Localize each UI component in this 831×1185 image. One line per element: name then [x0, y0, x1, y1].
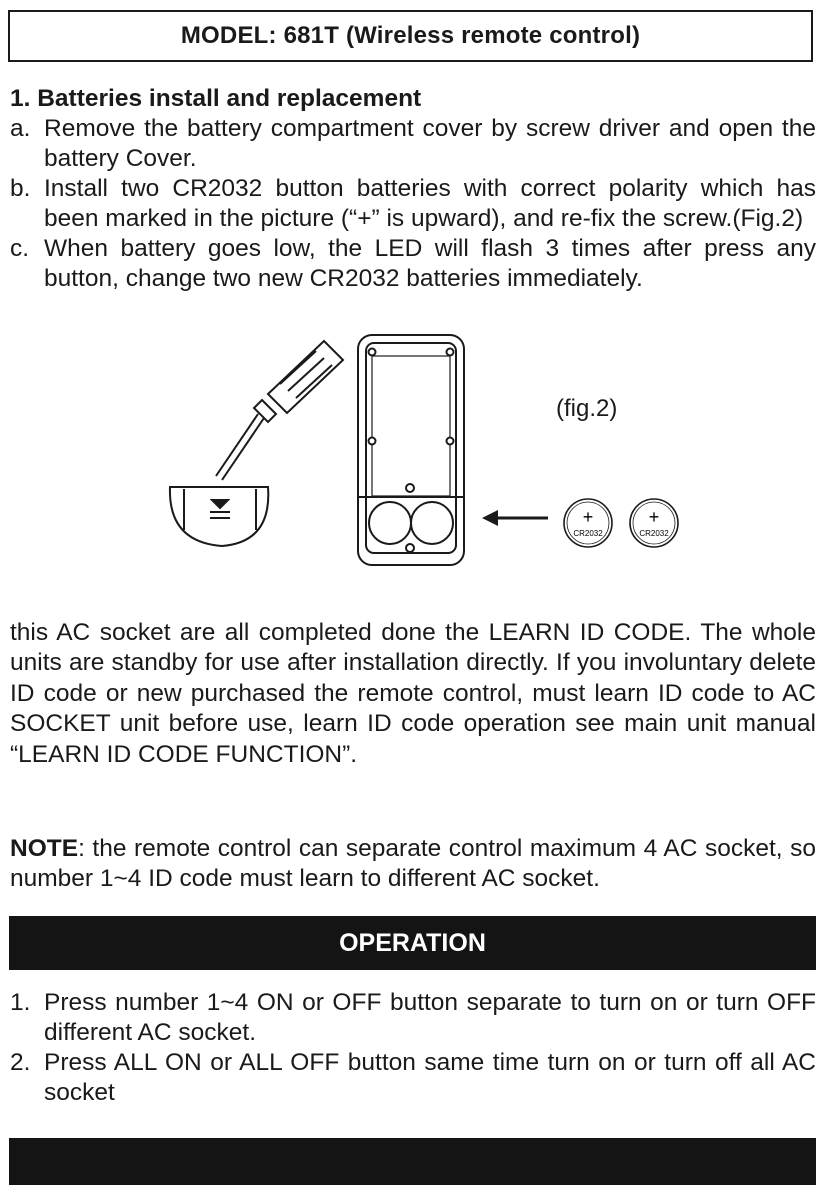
note-paragraph [10, 834, 816, 895]
step-text: When battery goes low, the LED will flash 3 times after press any button, change two new CR2032 batteries immediately. [44, 235, 816, 292]
operation-heading-bar [9, 916, 816, 970]
note-text: : the remote control can separate control maximum 4 AC socket, so number 1~4 ID code must learn to different AC socket. [10, 834, 816, 892]
battery-section-heading: 1. Batteries install and replacement [10, 85, 422, 112]
note-label: NOTE [10, 834, 79, 862]
battery-step-b [10, 174, 816, 234]
figure-label: (fig.2) [556, 395, 618, 422]
step-text: Install two CR2032 button batteries with correct polarity which has been marked in the picture (“+” is upward), and re-fix the screw.(Fig.2) [44, 175, 816, 232]
insert-arrow [482, 510, 548, 526]
learn-id-paragraph: this AC socket are all completed done the LEARN ID CODE. The whole units are standby for use after installation directly. If you involuntary delete ID code or new purchased the remote control, must learn ID code to AC SOCKET unit before use, learn ID code operation see main unit manual “LEARN ID CODE FUNCTION”. [10, 618, 816, 768]
battery-model-text: CR2032 [639, 529, 669, 538]
coin-battery-2 [630, 499, 678, 547]
step-text: Remove the battery compartment cover by screw driver and open the battery Cover. [44, 115, 816, 172]
battery-plus-symbol: + [582, 507, 594, 527]
step-mark: a. [10, 115, 31, 142]
battery-section [10, 84, 816, 294]
battery-plus-symbol: + [648, 507, 660, 527]
battery-cover-illustration [170, 487, 268, 546]
battery-installation-figure [0, 330, 831, 580]
model-title: MODEL: 681T (Wireless remote control) [8, 10, 813, 62]
operation-heading: OPERATION [339, 928, 486, 957]
operation-step-1 [10, 988, 816, 1048]
battery-step-c [10, 234, 816, 294]
step-text: Press number 1~4 ON or OFF button separate to turn on or turn OFF different AC socket. [44, 989, 816, 1046]
step-mark: 1. [10, 989, 31, 1016]
coin-battery-1 [564, 499, 612, 547]
remote-back-illustration [358, 335, 464, 565]
battery-model-text: CR2032 [573, 529, 603, 538]
bottom-heading-bar [9, 1138, 816, 1185]
step-mark: c. [10, 235, 30, 262]
step-mark: 2. [10, 1049, 31, 1076]
step-mark: b. [10, 175, 31, 202]
screwdriver-illustration [216, 341, 343, 480]
battery-step-a [10, 114, 816, 174]
step-text: Press ALL ON or ALL OFF button same time turn on or turn off all AC socket [44, 1049, 816, 1106]
operation-list [10, 988, 816, 1108]
operation-step-2 [10, 1048, 816, 1108]
